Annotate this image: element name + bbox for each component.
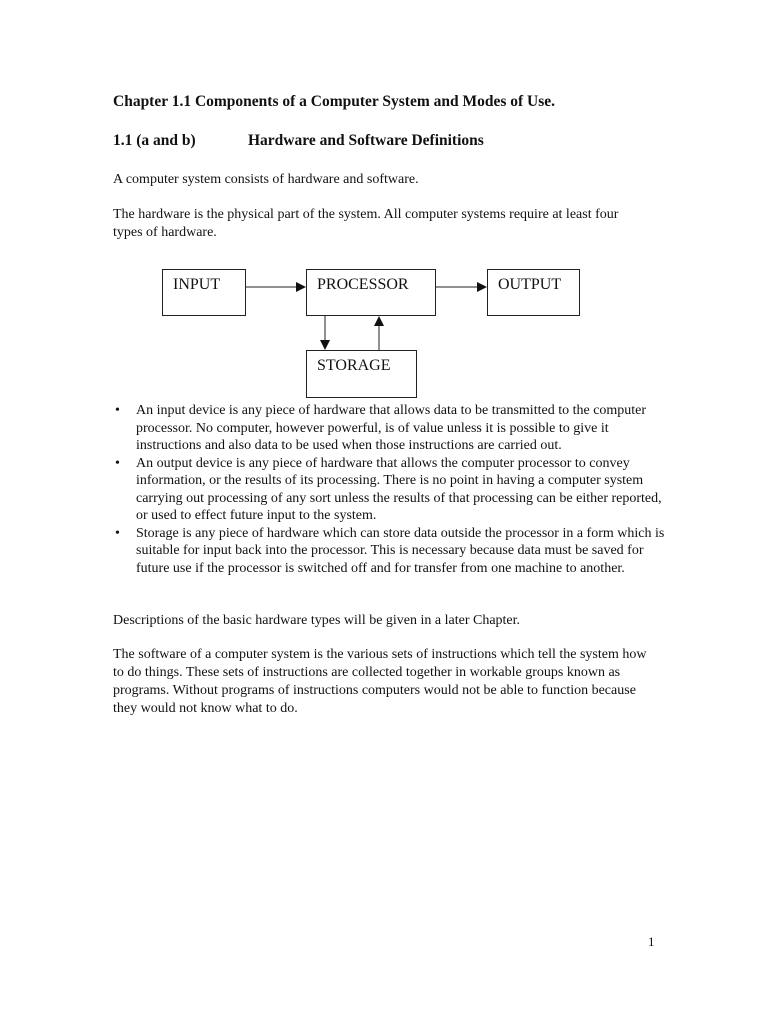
section-title: Hardware and Software Definitions bbox=[248, 132, 484, 149]
section-number: 1.1 (a and b) bbox=[113, 132, 196, 149]
storage-box: STORAGE bbox=[306, 350, 417, 398]
output-box: OUTPUT bbox=[487, 269, 580, 316]
input-box: INPUT bbox=[162, 269, 246, 316]
chapter-title: Chapter 1.1 Components of a Computer System and Modes of Use. bbox=[113, 93, 556, 110]
list-item: • An input device is any piece of hardware that allows data to be transmitted to the computer processor. No computer, however powerful, is of value unless it is possible to give it instructions and also data to be used when those instructions are carried out. bbox=[113, 402, 673, 455]
paragraph: Descriptions of the basic hardware types will be given in a later Chapter. bbox=[113, 613, 521, 628]
paragraph: The hardware is the physical part of the system. All computer systems require at least four types of hardware. bbox=[113, 207, 619, 240]
list-item: • Storage is any piece of hardware which can store data outside the processor in a form which is suitable for input back into the processor. This is necessary because data must be saved for future use if the processor is switched off and for transfer from one machine to another. bbox=[113, 525, 673, 578]
list-item: • An output device is any piece of hardware that allows the computer processor to convey information, or the results of its processing. There is no point in having a computer system carrying out processing of any sort unless the results of that processing can be either reported, or used to effect future input to the system. bbox=[113, 455, 673, 525]
processor-box: PROCESSOR bbox=[306, 269, 436, 316]
bullet-list bbox=[113, 402, 673, 577]
paragraph: The software of a computer system is the various sets of instructions which tell the system how to do things. These sets of instructions are collected together in workable groups known as programs. Without programs of instructions computers would not be able to function because they would not know what to do. bbox=[113, 647, 647, 716]
page-number: 1 bbox=[648, 934, 655, 949]
paragraph: A computer system consists of hardware and software. bbox=[113, 172, 419, 187]
diagram-arrows bbox=[0, 0, 768, 420]
